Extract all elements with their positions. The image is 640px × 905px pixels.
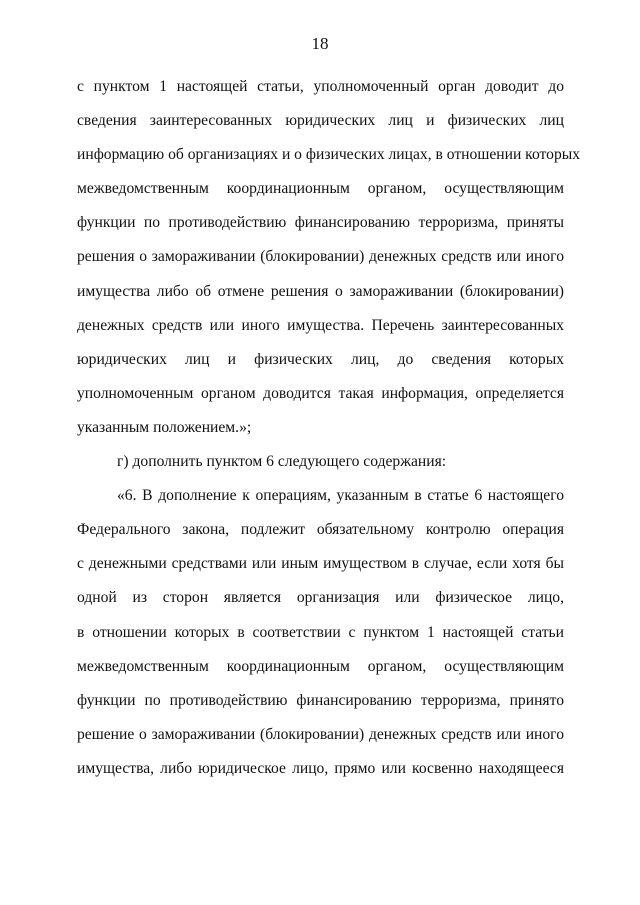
- text-line: указанным положением.»;: [77, 418, 252, 436]
- text-line: одной из сторон является организация или физическое лицо,: [77, 589, 564, 607]
- text-line: в отношении которых в соответствии с пунктом 1 настоящей статьи: [77, 623, 564, 641]
- text-line: имущества либо об отмене решения о замораживании (блокировании): [77, 282, 564, 300]
- text-line: межведомственным координационным органом, осуществляющим: [77, 657, 564, 675]
- text-line: «6. В дополнение к операциям, указанным в статье 6 настоящего: [117, 487, 564, 505]
- text-line: функции по противодействию финансированию терроризма, приняты: [77, 214, 564, 232]
- text-line: с денежными средствами или иным имуществом в случае, если хотя бы: [77, 555, 564, 573]
- page-number: 18: [311, 34, 329, 53]
- text-line: г) дополнить пунктом 6 следующего содержания:: [117, 453, 447, 471]
- text-line: юридических лиц и физических лиц, до сведения которых: [77, 350, 564, 368]
- text-line: Федерального закона, подлежит обязательному контролю операция: [77, 521, 564, 539]
- text-line: решение о замораживании (блокировании) денежных средств или иного: [77, 725, 564, 743]
- text-line: функции по противодействию финансированию терроризма, принято: [77, 691, 564, 709]
- text-line: информацию об организациях и о физических лицах, в отношении которых: [77, 146, 581, 164]
- text-line: сведения заинтересованных юридических лиц и физических лиц: [77, 112, 564, 130]
- text-line: уполномоченным органом доводится такая информация, определяется: [77, 384, 564, 402]
- text-line: денежных средств или иного имущества. Перечень заинтересованных: [77, 316, 564, 334]
- text-line: межведомственным координационным органом, осуществляющим: [77, 180, 564, 198]
- body-text: [77, 70, 581, 786]
- text-line: имущества, либо юридическое лицо, прямо или косвенно находящееся: [77, 759, 564, 777]
- text-line: с пунктом 1 настоящей статьи, уполномоченный орган доводит до: [77, 78, 564, 95]
- text-line: решения о замораживании (блокировании) денежных средств или иного: [77, 248, 564, 266]
